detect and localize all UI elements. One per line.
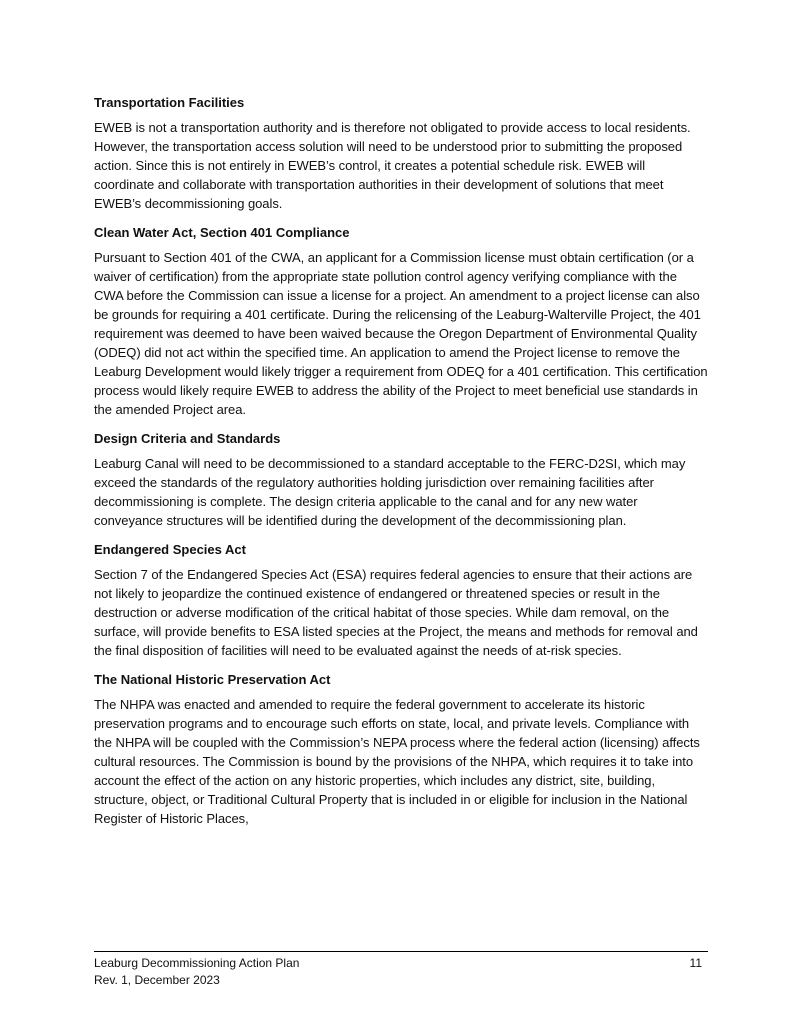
footer-revision: Rev. 1, December 2023 xyxy=(94,973,220,987)
footer-page-number: 11 xyxy=(689,956,702,970)
footer-document-title: Leaburg Decommissioning Action Plan xyxy=(94,956,300,970)
section-heading: Endangered Species Act xyxy=(94,542,246,557)
page-body xyxy=(94,94,708,839)
section-heading: The National Historic Preservation Act xyxy=(94,672,331,687)
section-endangered-species-act xyxy=(94,541,708,660)
section-clean-water-act xyxy=(94,224,708,419)
section-heading: Design Criteria and Standards xyxy=(94,431,281,446)
section-paragraph: Pursuant to Section 401 of the CWA, an applicant for a Commission license must obtain certification (or a waiver of certification) from the appropriate state pollution control agency verifying compliance with the CWA before the Commission can issue a license for a project. An amendment to a project license can also be grounds for requiring a 401 certificate. During the relicensing of the Leaburg-Walterville Project, the 401 requirement was deemed to have been waived because the Oregon Department of Environmental Quality (ODEQ) did not act within the specified time. An application to amend the Project license to remove the Leaburg Development would likely trigger a requirement from ODEQ for a 401 certification. This certification process would likely require EWEB to address the ability of the Project to meet beneficial use standards in the amended Project area. xyxy=(94,250,708,417)
section-nhpa xyxy=(94,671,708,828)
section-heading: Clean Water Act, Section 401 Compliance xyxy=(94,225,350,240)
section-paragraph: Section 7 of the Endangered Species Act (ESA) requires federal agencies to ensure that their actions are not likely to jeopardize the continued existence of endangered or threatened species or result in the destruction or adverse modification of the critical habitat of those species. While dam removal, on the surface, will provide benefits to ESA listed species at the Project, the means and methods for removal and the final disposition of facilities will need to be evaluated against the needs of at-risk species. xyxy=(94,567,698,658)
section-paragraph: Leaburg Canal will need to be decommissioned to a standard acceptable to the FERC-D2SI, which may exceed the standards of the regulatory authorities holding jurisdiction over remaining facilities after decommissioning is complete. The design criteria applicable to the canal and for any new water conveyance structures will be identified during the development of the decommissioning plan. xyxy=(94,456,686,528)
section-paragraph: EWEB is not a transportation authority and is therefore not obligated to provide access to local residents. However, the transportation access solution will need to be understood prior to submitting the proposed action. Since this is not entirely in EWEB’s control, it creates a potential schedule risk. EWEB will coordinate and collaborate with transportation authorities in their development of solutions that meet EWEB’s decommissioning goals. xyxy=(94,120,691,211)
page-footer xyxy=(94,951,708,989)
section-transportation-facilities xyxy=(94,94,708,213)
section-paragraph: The NHPA was enacted and amended to require the federal government to accelerate its historic preservation programs and to encourage such efforts on state, local, and private levels. Compliance with the NHPA will be coupled with the Commission’s NEPA process where the federal action (licensing) affects cultural resources. The Commission is bound by the provisions of the NHPA, which requires it to take into account the effect of the action on any historic properties, which includes any district, site, building, structure, object, or Traditional Cultural Property that is included in or eligible for inclusion in the National Register of Historic Places, xyxy=(94,697,700,826)
section-heading: Transportation Facilities xyxy=(94,95,245,110)
section-design-criteria xyxy=(94,430,708,530)
